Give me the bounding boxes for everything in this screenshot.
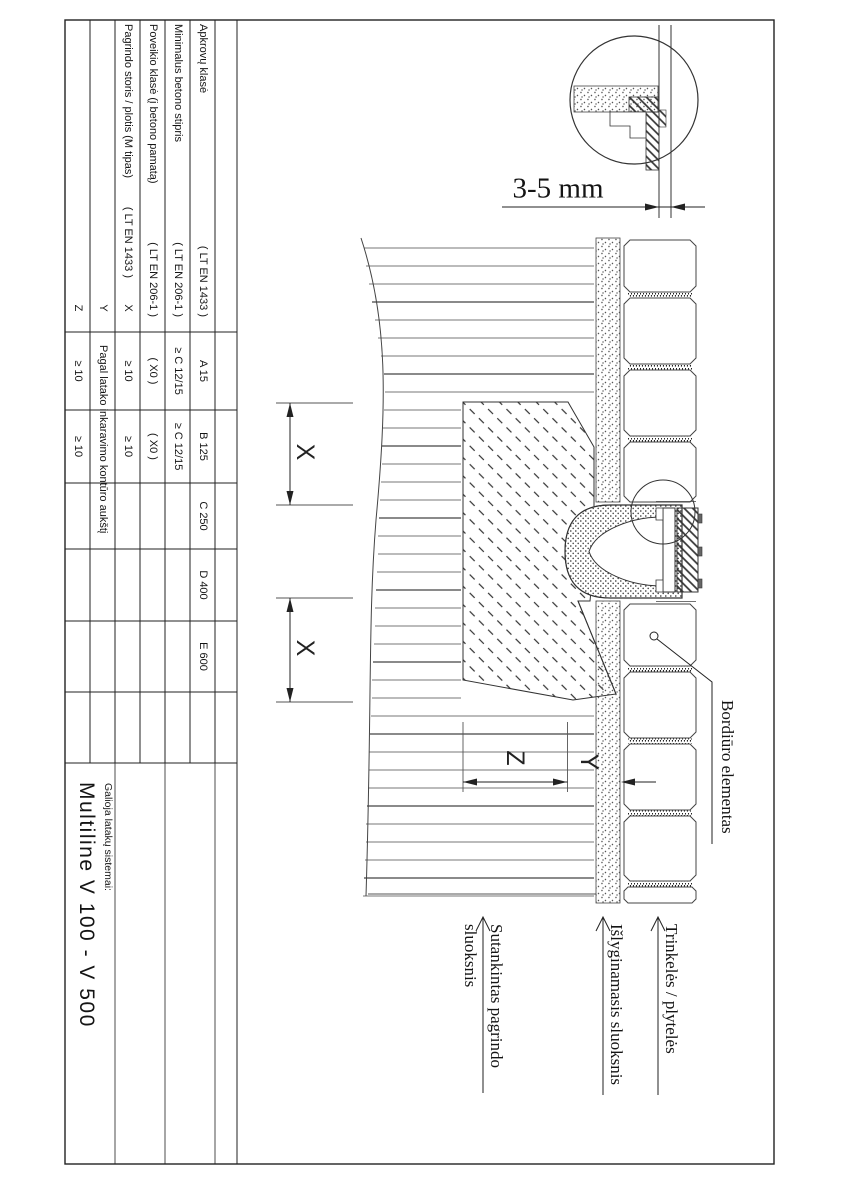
spec-dim-letter-z: Z	[72, 304, 84, 312]
spec-dim-letter-x: X	[122, 304, 134, 312]
dim-x-value-cell: ≥ 10	[122, 435, 134, 458]
concrete-strength-cell: ≥ C 12/15	[172, 347, 184, 395]
dim-label-x-right: X	[291, 639, 319, 657]
bottom-break-line	[361, 238, 383, 896]
exposure-class-cell: ( X0 )	[147, 433, 159, 460]
spec-row-label: Minimalus betono stipris	[172, 24, 184, 142]
dim-label-y: Y	[575, 753, 603, 771]
applies-to-label: Galioja latakų sistemai:	[102, 783, 114, 891]
dim-z-value-cell: ≥ 10	[72, 435, 84, 458]
compacted-base-label-line1: Sutankintas pagrindo	[487, 924, 506, 1069]
curb-leader-ball	[650, 632, 658, 640]
exposure-class-cell: ( X0 )	[147, 357, 159, 385]
leveling-layer-label: Išlyginamasis sluoksnis	[607, 924, 626, 1086]
spec-row-label: Pagrindo storis / plotis (M tipas)	[122, 24, 134, 179]
load-class-cell: E 600	[197, 642, 209, 671]
dim-label-x-left: X	[291, 443, 319, 461]
curb-element-label: Bordiūro elementas	[718, 700, 737, 834]
dim-z-value-cell: ≥ 10	[72, 360, 84, 382]
spec-row-standard: ( LT EN 206-1 )	[147, 242, 159, 317]
load-class-cell: D 400	[197, 570, 209, 600]
compacted-base-label-line2: sluoksnis	[461, 924, 480, 988]
dim-x-value-cell: ≥ 10	[122, 360, 134, 382]
spec-row-label: Apkrovų klasė	[197, 24, 209, 94]
spec-row-standard: ( LT EN 206-1 )	[172, 242, 184, 317]
edge-rail	[663, 508, 675, 592]
load-class-cell: B 125	[197, 432, 209, 461]
system-name: Multiline V 100 - V 500	[75, 782, 98, 1028]
leveling-layer-left	[596, 238, 620, 502]
load-class-cell: A 15	[197, 359, 209, 383]
dim-y-note: Pagal latako inkaravimo kontūro aukštį	[97, 345, 109, 534]
spec-row-standard: ( LT EN 1433 )	[197, 245, 209, 317]
concrete-strength-cell: ≥ C 12/15	[172, 422, 184, 471]
spec-row-label: Poveikio klasė (į betono pamatą)	[147, 24, 159, 184]
load-class-cell: C 250	[197, 501, 209, 531]
dim-label-z: Z	[501, 750, 529, 766]
joint-gap-dimension: 3-5 mm	[512, 172, 604, 205]
spec-row-standard: ( LT EN 1433 )	[122, 206, 134, 278]
grating	[677, 508, 698, 592]
spec-dim-letter-y: Y	[97, 304, 109, 312]
pavers-label: Trinkelės / plytelės	[662, 924, 681, 1054]
